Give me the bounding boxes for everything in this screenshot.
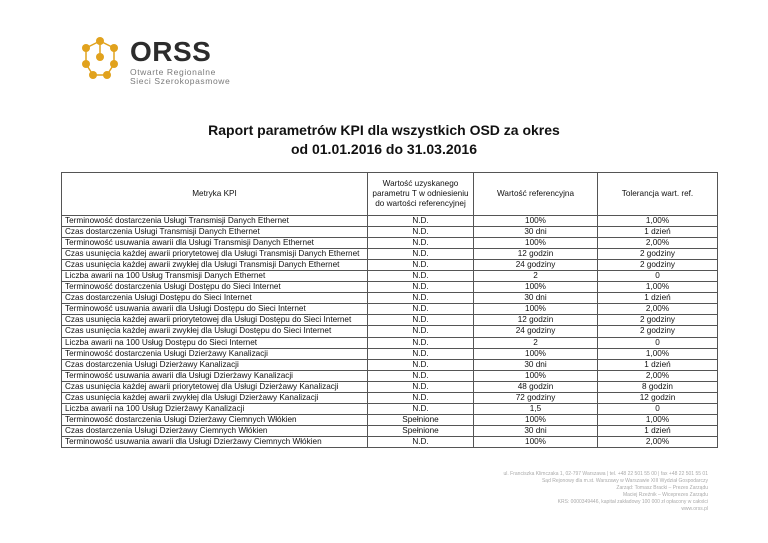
cell-tolerance: 2 godziny: [598, 315, 718, 326]
cell-obtained-value: N.D.: [368, 381, 474, 392]
cell-obtained-value: N.D.: [368, 326, 474, 337]
footer-line: Maciej Rzeźnik – Wiceprezes Zarządu: [622, 492, 708, 498]
cell-tolerance: 1,00%: [598, 216, 718, 227]
cell-tolerance: 2,00%: [598, 304, 718, 315]
header-tolerance: Tolerancja wart. ref.: [598, 173, 718, 216]
cell-reference-value: 12 godzin: [474, 315, 598, 326]
cell-obtained-value: N.D.: [368, 436, 474, 447]
cell-obtained-value: N.D.: [368, 271, 474, 282]
cell-metric: Czas usunięcia każdej awarii priorytetowej dla Usługi Dostępu do Sieci Internet: [62, 315, 368, 326]
cell-reference-value: 12 godzin: [474, 249, 598, 260]
cell-metric: Czas dostarczenia Usługi Dzierżawy Kanalizacji: [62, 359, 368, 370]
cell-reference-value: 100%: [474, 282, 598, 293]
cell-obtained-value: N.D.: [368, 337, 474, 348]
cell-metric: Terminowość usuwania awarii dla Usługi Dostępu do Sieci Internet: [62, 304, 368, 315]
cell-obtained-value: N.D.: [368, 293, 474, 304]
cell-metric: Czas usunięcia każdej awarii zwykłej dla Usługi Dostępu do Sieci Internet: [62, 326, 368, 337]
cell-metric: Terminowość usuwania awarii dla Usługi Dzierżawy Kanalizacji: [62, 370, 368, 381]
table-row: [62, 436, 718, 447]
cell-reference-value: 48 godzin: [474, 381, 598, 392]
table-row: [62, 282, 718, 293]
cell-tolerance: 2 godziny: [598, 249, 718, 260]
cell-reference-value: 100%: [474, 304, 598, 315]
cell-obtained-value: Spełnione: [368, 425, 474, 436]
cell-metric: Terminowość dostarczenia Usługi Dzierżawy Ciemnych Włókien: [62, 414, 368, 425]
table-row: [62, 260, 718, 271]
cell-metric: Liczba awarii na 100 Usług Transmisji Danych Ethernet: [62, 271, 368, 282]
cell-obtained-value: N.D.: [368, 359, 474, 370]
cell-tolerance: 12 godzin: [598, 392, 718, 403]
cell-obtained-value: N.D.: [368, 315, 474, 326]
table-row: [62, 293, 718, 304]
cell-obtained-value: N.D.: [368, 304, 474, 315]
cell-metric: Czas usunięcia każdej awarii priorytetowej dla Usługi Transmisji Danych Ethernet: [62, 249, 368, 260]
cell-tolerance: 1,00%: [598, 414, 718, 425]
cell-tolerance: 0: [598, 403, 718, 414]
cell-tolerance: 2,00%: [598, 436, 718, 447]
cell-tolerance: 2 godziny: [598, 326, 718, 337]
table-row: [62, 359, 718, 370]
cell-reference-value: 100%: [474, 216, 598, 227]
cell-reference-value: 100%: [474, 348, 598, 359]
table-row: [62, 392, 718, 403]
cell-obtained-value: N.D.: [368, 260, 474, 271]
table-row: [62, 425, 718, 436]
logo-tagline-line1: Otwarte Regionalne: [130, 67, 216, 77]
cell-obtained-value: N.D.: [368, 227, 474, 238]
cell-metric: Liczba awarii na 100 Usług Dostępu do Sieci Internet: [62, 337, 368, 348]
cell-metric: Terminowość dostarczenia Usługi Dostępu do Sieci Internet: [62, 282, 368, 293]
cell-obtained-value: N.D.: [368, 238, 474, 249]
logo-wordmark: ORSS: [130, 36, 212, 67]
cell-metric: Liczba awarii na 100 Usług Dzierżawy Kanalizacji: [62, 403, 368, 414]
cell-metric: Terminowość usuwania awarii dla Usługi Dzierżawy Ciemnych Włókien: [62, 436, 368, 447]
cell-metric: Czas usunięcia każdej awarii priorytetowej dla Usługi Dzierżawy Kanalizacji: [62, 381, 368, 392]
cell-tolerance: 1 dzień: [598, 293, 718, 304]
cell-metric: Czas dostarczenia Usługi Transmisji Danych Ethernet: [62, 227, 368, 238]
cell-reference-value: 30 dni: [474, 227, 598, 238]
cell-obtained-value: N.D.: [368, 282, 474, 293]
cell-tolerance: 2 godziny: [598, 260, 718, 271]
footer-line: Zarząd: Tomasz Bracki – Prezes Zarządu: [616, 485, 708, 491]
table-row: [62, 304, 718, 315]
cell-obtained-value: N.D.: [368, 249, 474, 260]
table-row: [62, 370, 718, 381]
cell-metric: Czas dostarczenia Usługi Dzierżawy Ciemnych Włókien: [62, 425, 368, 436]
cell-tolerance: 2,00%: [598, 370, 718, 381]
cell-obtained-value: N.D.: [368, 403, 474, 414]
orss-logo-mark-icon: [74, 30, 128, 90]
cell-metric: Terminowość usuwania awarii dla Usługi Transmisji Danych Ethernet: [62, 238, 368, 249]
cell-reference-value: 30 dni: [474, 359, 598, 370]
footer-line: Sąd Rejonowy dla m.st. Warszawy w Warszawie XIII Wydział Gospodarczy: [541, 478, 708, 484]
table-row: [62, 315, 718, 326]
table-row: [62, 337, 718, 348]
cell-reference-value: 1,5: [474, 403, 598, 414]
header-metric: Metryka KPI: [62, 173, 368, 216]
cell-tolerance: 1,00%: [598, 348, 718, 359]
cell-reference-value: 100%: [474, 370, 598, 381]
logo-tagline-line2: Sieci Szerokopasmowe: [130, 76, 231, 86]
logo-tagline: [130, 68, 230, 86]
cell-tolerance: 1 dzień: [598, 359, 718, 370]
cell-reference-value: 100%: [474, 414, 598, 425]
table-row: [62, 326, 718, 337]
report-title-line2: od 01.01.2016 do 31.03.2016: [290, 141, 477, 157]
table-header-row: [62, 173, 718, 216]
header-reference-value: Wartość referencyjna: [474, 173, 598, 216]
table-row: [62, 216, 718, 227]
report-title-line1: Raport parametrów KPI dla wszystkich OSD za okres: [208, 122, 560, 138]
cell-tolerance: 1 dzień: [598, 425, 718, 436]
cell-obtained-value: Spełnione: [368, 414, 474, 425]
footer-line: ul. Franciszka Klimczaka 1, 02-797 Warszawa | tel. +48 22 501 55 00 | fax +48 22 501 55 01: [503, 471, 708, 477]
cell-tolerance: 2,00%: [598, 238, 718, 249]
kpi-table: [61, 172, 718, 448]
table-row: [62, 381, 718, 392]
table-row: [62, 414, 718, 425]
orss-logo: [74, 30, 244, 90]
cell-obtained-value: N.D.: [368, 216, 474, 227]
table-row: [62, 238, 718, 249]
table-row: [62, 271, 718, 282]
cell-obtained-value: N.D.: [368, 348, 474, 359]
cell-reference-value: 2: [474, 271, 598, 282]
cell-reference-value: 30 dni: [474, 425, 598, 436]
cell-metric: Czas dostarczenia Usługi Dostępu do Sieci Internet: [62, 293, 368, 304]
cell-metric: Terminowość dostarczenia Usługi Dzierżawy Kanalizacji: [62, 348, 368, 359]
table-row: [62, 227, 718, 238]
cell-tolerance: 1 dzień: [598, 227, 718, 238]
cell-reference-value: 2: [474, 337, 598, 348]
footer-line: www.orss.pl: [681, 506, 708, 512]
cell-metric: Czas usunięcia każdej awarii zwykłej dla Usługi Dzierżawy Kanalizacji: [62, 392, 368, 403]
cell-obtained-value: N.D.: [368, 392, 474, 403]
cell-obtained-value: N.D.: [368, 370, 474, 381]
cell-tolerance: 0: [598, 337, 718, 348]
cell-tolerance: 8 godzin: [598, 381, 718, 392]
table-row: [62, 403, 718, 414]
cell-tolerance: 1,00%: [598, 282, 718, 293]
company-footer: [448, 471, 708, 513]
cell-metric: Terminowość dostarczenia Usługi Transmisji Danych Ethernet: [62, 216, 368, 227]
cell-reference-value: 72 godziny: [474, 392, 598, 403]
footer-line: KRS: 0000349446, kapitał zakładowy 100 000 zł opłacony w całości: [557, 499, 708, 505]
cell-tolerance: 0: [598, 271, 718, 282]
cell-metric: Czas usunięcia każdej awarii zwykłej dla Usługi Transmisji Danych Ethernet: [62, 260, 368, 271]
cell-reference-value: 100%: [474, 238, 598, 249]
cell-reference-value: 24 godziny: [474, 260, 598, 271]
header-obtained-value: Wartość uzyskanego parametru T w odniesieniu do wartości referencyjnej: [368, 173, 474, 216]
table-row: [62, 249, 718, 260]
table-row: [62, 348, 718, 359]
cell-reference-value: 100%: [474, 436, 598, 447]
cell-reference-value: 30 dni: [474, 293, 598, 304]
cell-reference-value: 24 godziny: [474, 326, 598, 337]
